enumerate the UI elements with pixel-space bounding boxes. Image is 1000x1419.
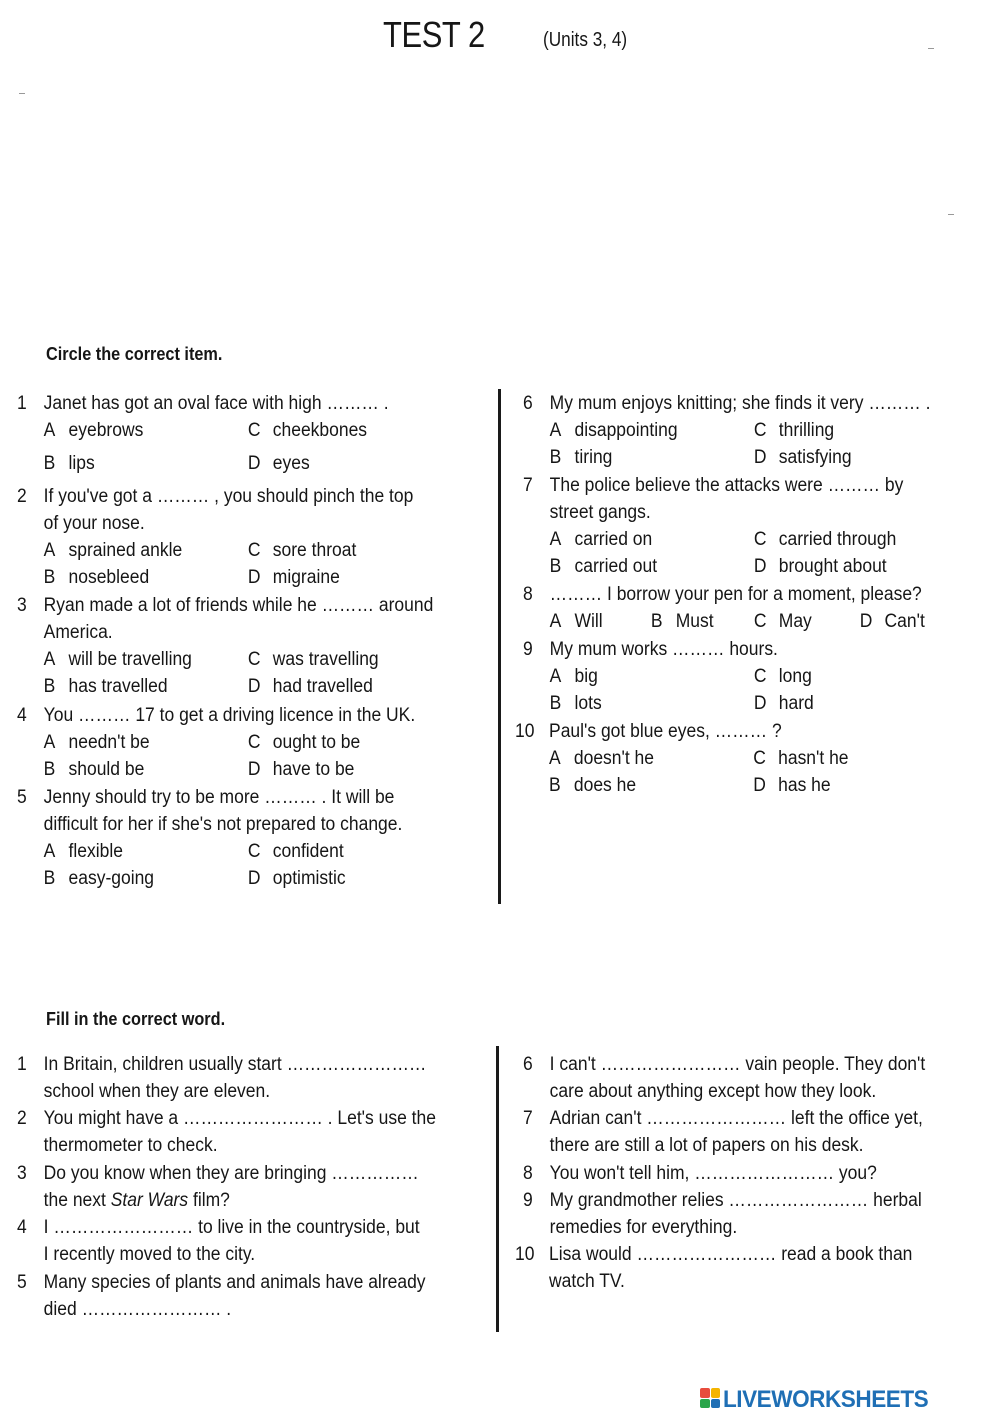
answer-option-b[interactable] xyxy=(651,608,714,635)
option-text: long xyxy=(778,666,812,687)
question-number: 9 xyxy=(523,1190,533,1211)
answer-option-c[interactable] xyxy=(248,417,367,444)
question-text: ……… I borrow your pen for a moment, please? xyxy=(549,584,922,605)
question-text: the next Star Wars film? xyxy=(43,1190,230,1211)
option-text: tiring xyxy=(574,447,613,468)
option-letter: D xyxy=(859,611,873,632)
option-text: has travelled xyxy=(68,676,168,697)
option-text: needn't be xyxy=(68,732,150,753)
option-letter: C xyxy=(753,611,767,632)
option-text: cheekbones xyxy=(272,420,368,441)
option-text: has he xyxy=(778,775,831,796)
option-text: satisfying xyxy=(778,447,852,468)
answer-option-a[interactable] xyxy=(44,838,123,865)
answer-option-a[interactable] xyxy=(44,537,183,564)
question-text: If you've got a ……… , you should pinch the top xyxy=(43,486,414,507)
option-letter: C xyxy=(247,841,261,862)
answer-option-c[interactable] xyxy=(754,526,896,553)
answer-option-b[interactable] xyxy=(44,673,168,700)
question-number: 6 xyxy=(523,393,533,414)
question-number: 1 xyxy=(17,1054,27,1075)
answer-option-c[interactable] xyxy=(248,729,360,756)
question-number: 2 xyxy=(17,1108,27,1129)
question-text: My grandmother relies …………………… herbal xyxy=(549,1190,922,1211)
column-divider xyxy=(496,1046,499,1332)
option-text: lots xyxy=(574,693,602,714)
question-text: school when they are eleven. xyxy=(43,1081,271,1102)
option-text: Must xyxy=(675,611,714,632)
option-text: have to be xyxy=(272,759,355,780)
logo-mark-icon xyxy=(700,1388,720,1408)
option-letter: C xyxy=(753,748,766,769)
liveworksheets-logo xyxy=(700,1386,993,1413)
option-text: easy-going xyxy=(68,868,155,889)
question-text: The police believe the attacks were ……… by xyxy=(549,475,904,496)
answer-option-c[interactable] xyxy=(754,608,812,635)
scan-speck xyxy=(948,214,954,215)
answer-option-c[interactable] xyxy=(248,537,356,564)
question-number: 2 xyxy=(17,486,27,507)
question-number: 9 xyxy=(523,639,533,660)
question-number: 7 xyxy=(523,1108,533,1129)
option-text: Can't xyxy=(884,611,925,632)
question-text: difficult for her if she's not prepared to change. xyxy=(43,814,403,835)
question-text: watch TV. xyxy=(549,1271,625,1292)
question-text: Many species of plants and animals have already xyxy=(43,1272,426,1293)
option-text: hasn't he xyxy=(778,748,849,769)
answer-option-c[interactable] xyxy=(248,646,379,673)
answer-option-a[interactable] xyxy=(550,417,678,444)
question-text: there are still a lot of papers on his desk. xyxy=(549,1135,864,1156)
page-title: TEST 2 xyxy=(383,14,485,55)
answer-option-d[interactable] xyxy=(754,444,852,471)
option-letter: D xyxy=(247,567,261,588)
option-text: thrilling xyxy=(778,420,835,441)
answer-option-b[interactable] xyxy=(549,772,636,799)
question-text: My mum works ……… hours. xyxy=(549,639,778,660)
logo-text: LIVEWORKSHEETS xyxy=(723,1386,929,1413)
option-text: eyebrows xyxy=(68,420,144,441)
question-text: I …………………… to live in the countryside, but xyxy=(43,1217,420,1238)
option-text: May xyxy=(778,611,812,632)
page-subtitle: (Units 3, 4) xyxy=(543,29,628,51)
option-text: nosebleed xyxy=(68,567,150,588)
option-letter: A xyxy=(549,420,562,441)
option-text: flexible xyxy=(68,841,123,862)
question-text: Janet has got an oval face with high ……… . xyxy=(43,393,389,414)
answer-option-c[interactable] xyxy=(248,838,344,865)
option-letter: D xyxy=(753,693,767,714)
option-text: should be xyxy=(68,759,145,780)
section2-heading: Fill in the correct word. xyxy=(46,1008,226,1029)
question-text: remedies for everything. xyxy=(549,1217,738,1238)
answer-option-d[interactable] xyxy=(860,608,925,635)
answer-option-a[interactable] xyxy=(550,526,653,553)
option-letter: B xyxy=(650,611,663,632)
answer-option-c[interactable] xyxy=(753,745,848,772)
answer-option-d[interactable] xyxy=(248,756,354,783)
scan-speck xyxy=(19,93,25,94)
question-number: 10 xyxy=(515,1244,535,1265)
question-number: 5 xyxy=(17,1272,27,1293)
option-text: ought to be xyxy=(272,732,361,753)
question-text: street gangs. xyxy=(549,502,651,523)
answer-option-b[interactable] xyxy=(44,756,145,783)
question-text: My mum enjoys knitting; she finds it very ……… . xyxy=(549,393,931,414)
question-number: 3 xyxy=(17,1163,27,1184)
answer-option-a[interactable] xyxy=(44,729,150,756)
option-text: sore throat xyxy=(272,540,357,561)
option-text: migraine xyxy=(272,567,340,588)
option-letter: D xyxy=(753,775,766,796)
option-text: doesn't he xyxy=(573,748,655,769)
option-letter: B xyxy=(43,676,56,697)
option-letter: D xyxy=(247,868,261,889)
answer-option-a[interactable] xyxy=(44,417,144,444)
answer-option-b[interactable] xyxy=(44,450,95,477)
question-text: You might have a …………………… . Let's use the xyxy=(43,1108,436,1129)
option-letter: D xyxy=(753,556,767,577)
option-letter: B xyxy=(43,868,56,889)
option-text: confident xyxy=(272,841,344,862)
answer-option-c[interactable] xyxy=(754,417,834,444)
question-number: 8 xyxy=(523,1163,533,1184)
answer-option-a[interactable] xyxy=(550,608,603,635)
answer-option-a[interactable] xyxy=(549,745,654,772)
option-text: lips xyxy=(68,453,95,474)
option-letter: C xyxy=(247,732,261,753)
option-letter: B xyxy=(549,693,562,714)
scan-speck xyxy=(928,48,934,49)
option-text: sprained ankle xyxy=(68,540,183,561)
answer-option-d[interactable] xyxy=(754,690,814,717)
question-number: 4 xyxy=(17,1217,27,1238)
answer-option-a[interactable] xyxy=(550,663,598,690)
option-letter: C xyxy=(753,529,767,550)
question-text: of your nose. xyxy=(43,513,145,534)
answer-option-b[interactable] xyxy=(44,564,150,591)
answer-option-d[interactable] xyxy=(753,772,830,799)
option-text: had travelled xyxy=(272,676,373,697)
answer-option-d[interactable] xyxy=(754,553,887,580)
option-letter: B xyxy=(43,759,56,780)
option-letter: B xyxy=(549,447,562,468)
option-letter: C xyxy=(753,666,767,687)
question-number: 7 xyxy=(523,475,533,496)
option-text: eyes xyxy=(272,453,310,474)
answer-option-d[interactable] xyxy=(248,564,340,591)
option-letter: C xyxy=(753,420,767,441)
question-text: America. xyxy=(43,622,113,643)
answer-option-b[interactable] xyxy=(44,865,154,892)
answer-option-b[interactable] xyxy=(550,444,613,471)
option-text: hard xyxy=(778,693,814,714)
option-letter: B xyxy=(549,556,562,577)
answer-option-d[interactable] xyxy=(248,450,310,477)
option-text: disappointing xyxy=(574,420,678,441)
option-letter: A xyxy=(43,540,56,561)
answer-option-b[interactable] xyxy=(550,553,657,580)
option-letter: A xyxy=(43,420,56,441)
question-number: 4 xyxy=(17,705,27,726)
section1-heading: Circle the correct item. xyxy=(46,343,223,364)
option-text: carried on xyxy=(574,529,653,550)
option-letter: A xyxy=(43,649,56,670)
option-text: does he xyxy=(573,775,637,796)
option-text: carried out xyxy=(574,556,658,577)
option-letter: C xyxy=(247,420,261,441)
option-letter: D xyxy=(247,759,261,780)
answer-option-a[interactable] xyxy=(44,646,192,673)
option-letter: B xyxy=(549,775,561,796)
option-text: was travelling xyxy=(272,649,379,670)
option-letter: C xyxy=(247,649,261,670)
option-letter: A xyxy=(43,841,56,862)
question-text: You won't tell him, …………………… you? xyxy=(549,1163,877,1184)
question-text: Lisa would …………………… read a book than xyxy=(549,1244,913,1265)
option-letter: B xyxy=(43,453,56,474)
option-letter: A xyxy=(43,732,56,753)
option-letter: D xyxy=(247,676,261,697)
question-text: In Britain, children usually start …………………… xyxy=(43,1054,427,1075)
option-letter: C xyxy=(247,540,261,561)
question-text: Adrian can't …………………… left the office yet, xyxy=(549,1108,923,1129)
option-letter: A xyxy=(549,611,562,632)
option-letter: A xyxy=(549,529,562,550)
question-text: I recently moved to the city. xyxy=(43,1244,256,1265)
question-text: Jenny should try to be more ……… . It will be xyxy=(43,787,395,808)
option-text: optimistic xyxy=(272,868,346,889)
option-letter: D xyxy=(753,447,767,468)
question-number: 8 xyxy=(523,584,533,605)
option-text: carried through xyxy=(778,529,897,550)
question-text: Paul's got blue eyes, ……… ? xyxy=(549,721,782,742)
answer-option-d[interactable] xyxy=(248,673,373,700)
option-text: Will xyxy=(574,611,603,632)
question-number: 10 xyxy=(515,721,535,742)
question-number: 6 xyxy=(523,1054,533,1075)
option-letter: D xyxy=(247,453,261,474)
option-text: brought about xyxy=(778,556,887,577)
question-number: 5 xyxy=(17,787,27,808)
question-text: Do you know when they are bringing …………… xyxy=(43,1163,419,1184)
answer-option-d[interactable] xyxy=(248,865,346,892)
question-text: You ……… 17 to get a driving licence in the UK. xyxy=(43,705,416,726)
option-text: will be travelling xyxy=(68,649,192,670)
question-text: I can't …………………… vain people. They don't xyxy=(549,1054,926,1075)
option-text: big xyxy=(574,666,598,687)
answer-option-b[interactable] xyxy=(550,690,602,717)
question-number: 1 xyxy=(17,393,27,414)
option-letter: B xyxy=(43,567,56,588)
question-text: Ryan made a lot of friends while he ……… around xyxy=(43,595,434,616)
column-divider xyxy=(498,389,501,904)
option-letter: A xyxy=(549,666,562,687)
answer-option-c[interactable] xyxy=(754,663,812,690)
question-text: died …………………… . xyxy=(43,1299,232,1320)
question-text: thermometer to check. xyxy=(43,1135,218,1156)
question-text: care about anything except how they look. xyxy=(549,1081,877,1102)
option-letter: A xyxy=(549,748,561,769)
question-number: 3 xyxy=(17,595,27,616)
